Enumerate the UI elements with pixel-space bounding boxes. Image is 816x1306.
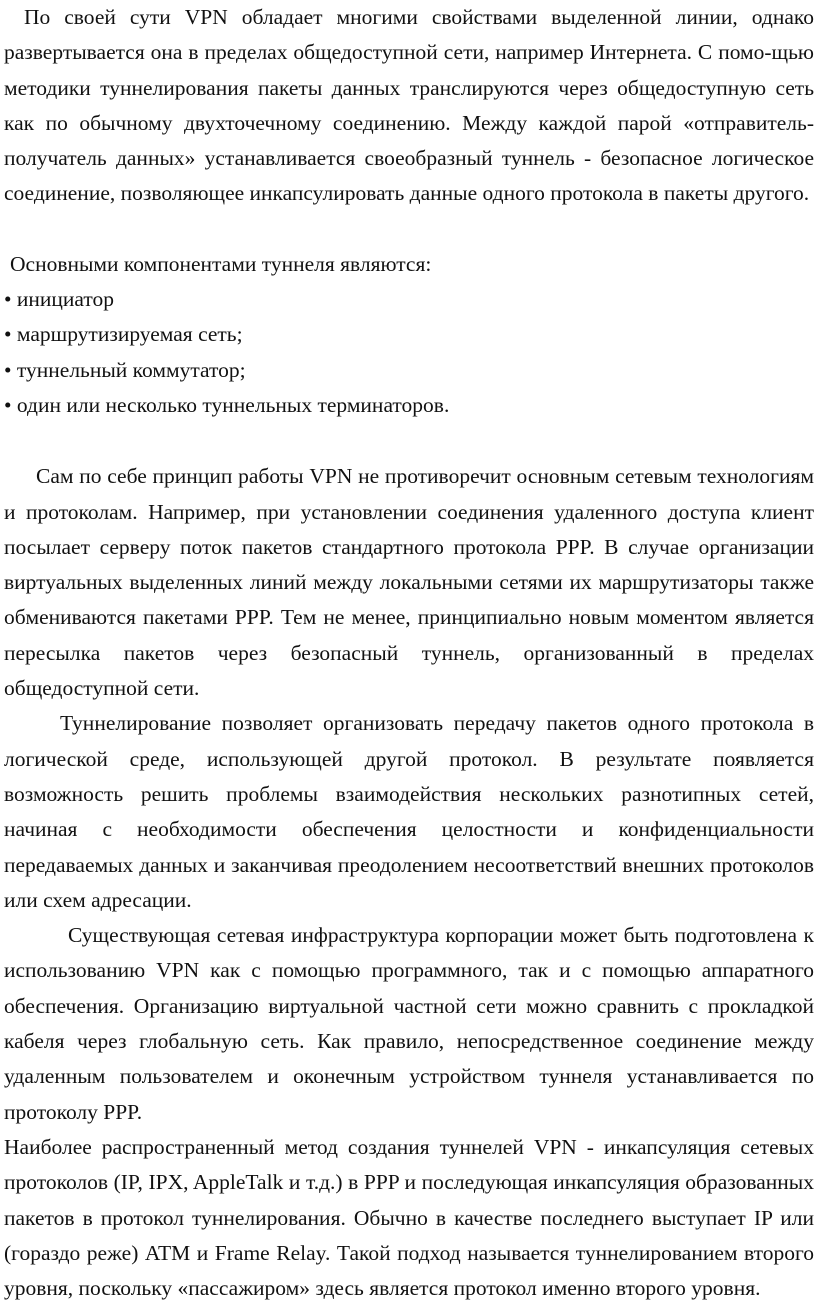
list-item: • инициатор [4,287,115,312]
components-intro: Основными компонентами туннеля являются: [10,251,432,276]
list-item: • маршрутизируемая сеть; [4,322,243,347]
paragraph-infrastructure: Существующая сетевая инфраструктура корпорации может быть подготовлена к использованию VPN как с помощью программного, так и с помощью аппаратного обеспечения. Организацию виртуальной частной сети можно сравнить с прокладкой кабеля через глобальную сеть. Как правило, непосредственное соединение между удаленным пользователем и оконечным устройством туннеля устанавливается по протоколу PPP. [4,923,814,1124]
list-item: • один или несколько туннельных терминаторов. [4,392,450,417]
paragraph-vpn-principle: Сам по себе принцип работы VPN не противоречит основным сетевым технологиям и протоколам. Например, при установлении соединения удаленного доступа клиент посылает серверу поток пакетов стандартного протокола PPP. В случае организации виртуальных выделенных линий между локальными сетями их маршрутизаторы также обмениваются пакетами PPP. Тем не менее, принципиально новым моментом является пересылка пакетов через безопасный туннель, организованный в пределах общедоступной сети. [4,464,814,701]
components-list [4,282,814,423]
paragraph-tunneling: Туннелирование позволяет организовать передачу пакетов одного протокола в логической среде, использующей другой протокол. В результате появляется возможность решить проблемы взаимодействия нескольких разнотипных сетей, начиная с необходимости обеспечения целостности и конфиденциальности передаваемых данных и заканчивая преодолением несоответствий внешних протоколов или схем адресации. [4,711,814,912]
paragraph-vpn-overview: По своей сути VPN обладает многими свойствами выделенной линии, однако развертывается она в пределах общедоступной сети, например Интернета. С помо-щью методики туннелирования пакеты данных транслируются через общедоступную сеть как по обычному двухточечному соединению. Между каждой парой «отправитель-получатель данных» устанавливается своеобразный туннель - безопасное логическое соединение, позволяющее инкапсулировать данные одного протокола в пакеты другого. [4,5,814,206]
paragraph-encapsulation: Наиболее распространенный метод создания туннелей VPN - инкапсуляция сетевых протоколов (IP, IPX, AppleTalk и т.д.) в PPP и последующая инкапсуляция образованных пакетов в протокол туннелирования. Обычно в качестве последнего выступает IP или (гораздо реже) ATM и Frame Relay. Такой подход называется туннелированием второго уровня, поскольку «пассажиром» здесь является протокол именно второго уровня. [4,1134,814,1301]
list-item: • туннельный коммутатор; [4,357,246,382]
